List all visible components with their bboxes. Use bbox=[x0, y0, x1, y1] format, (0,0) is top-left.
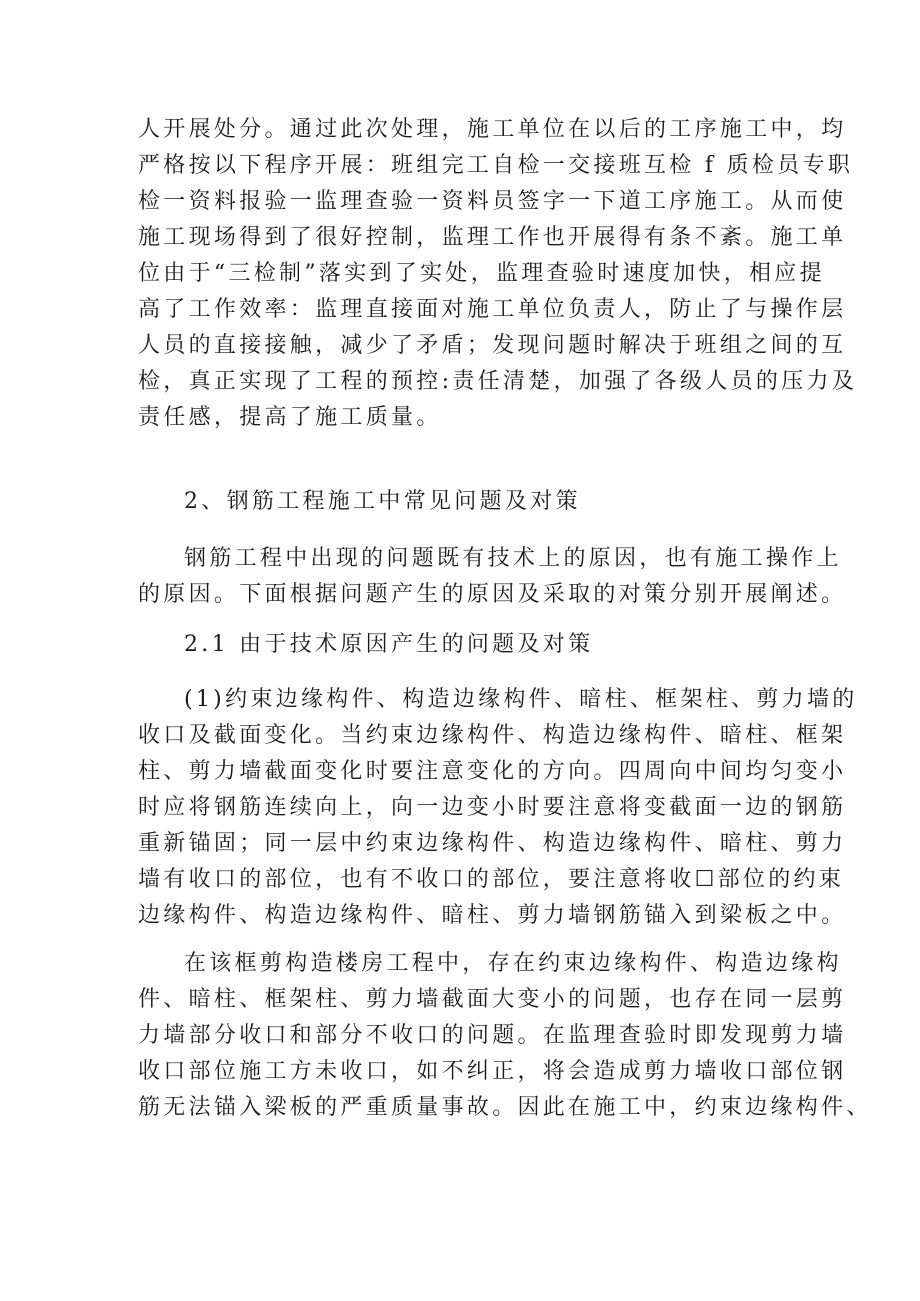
text-line: 严格按以下程序开展：班组完工自检一交接班互检 f 质检员专职 bbox=[138, 153, 854, 178]
paragraph-section-change bbox=[138, 682, 858, 934]
section-heading-2-1 bbox=[138, 627, 793, 663]
text-line: 筋无法锚入梁板的严重质量事故。因此在施工中，约束边缘构件、 bbox=[138, 1095, 872, 1120]
text-line: 施工现场得到了很好控制，监理工作也开展得有条不紊。施工单 bbox=[138, 225, 847, 250]
text-line: 重新锚固；同一层中约束边缘构件、构造边缘构件、暗柱、剪力 bbox=[138, 831, 847, 856]
paragraph-intro bbox=[138, 541, 847, 613]
text-line: 边缘构件、构造边缘构件、暗柱、剪力墙钢筋锚入到梁板之中。 bbox=[138, 903, 847, 928]
text-line: 柱、剪力墙截面变化时要注意变化的方向。四周向中间均匀变小 bbox=[138, 759, 847, 784]
text-line: 高了工作效率：监理直接面对施工单位负责人，防止了与操作层 bbox=[138, 297, 847, 322]
section-heading-2 bbox=[138, 484, 793, 520]
text-line: 力墙部分收口和部分不收口的问题。在监理查验时即发现剪力墙 bbox=[138, 1023, 847, 1048]
text-line: 的原因。下面根据问题产生的原因及采取的对策分别开展阐述。 bbox=[138, 582, 847, 607]
paragraph-project-case bbox=[138, 946, 872, 1126]
text-line: (1)约束边缘构件、构造边缘构件、暗柱、框架柱、剪力墙的 bbox=[184, 687, 858, 712]
text-line: 时应将钢筋连续向上，向一边变小时要注意将变截面一边的钢筋 bbox=[138, 795, 847, 820]
text-line: 位由于“三检制”落实到了实处，监理查验时速度加快，相应提 bbox=[138, 261, 825, 286]
text-line: 收口及截面变化。当约束边缘构件、构造边缘构件、暗柱、框架 bbox=[138, 723, 847, 748]
section-heading-text: 2.1 由于技术原因产生的问题及对策 bbox=[184, 632, 594, 657]
section-heading-text: 2、钢筋工程施工中常见问题及对策 bbox=[184, 489, 581, 514]
text-line: 收口部位施工方未收口，如不纠正，将会造成剪力墙收口部位钢 bbox=[138, 1059, 847, 1084]
text-line: 检，真正实现了工程的预控:责任清楚，加强了各级人员的压力及 bbox=[138, 369, 858, 394]
text-line: 钢筋工程中出现的问题既有技术上的原因，也有施工操作上 bbox=[184, 546, 842, 571]
text-line: 在该框剪构造楼房工程中，存在约束边缘构件、构造边缘构 bbox=[184, 951, 842, 976]
text-line: 人员的直接接触，减少了矛盾；发现问题时解决于班组之间的互 bbox=[138, 333, 847, 358]
text-line: 责任感，提高了施工质量。 bbox=[138, 405, 442, 430]
text-line: 件、暗柱、框架柱、剪力墙截面大变小的问题，也存在同一层剪 bbox=[138, 987, 847, 1012]
paragraph-inspection-process bbox=[138, 112, 858, 436]
text-line: 检一资料报验一监理查验一资料员签字一下道工序施工。从而使 bbox=[138, 189, 847, 214]
text-line: 人开展处分。通过此次处理，施工单位在以后的工序施工中，均 bbox=[138, 117, 847, 142]
text-line: 墙有收口的部位，也有不收口的部位，要注意将收☐部位的约束 bbox=[138, 867, 845, 892]
